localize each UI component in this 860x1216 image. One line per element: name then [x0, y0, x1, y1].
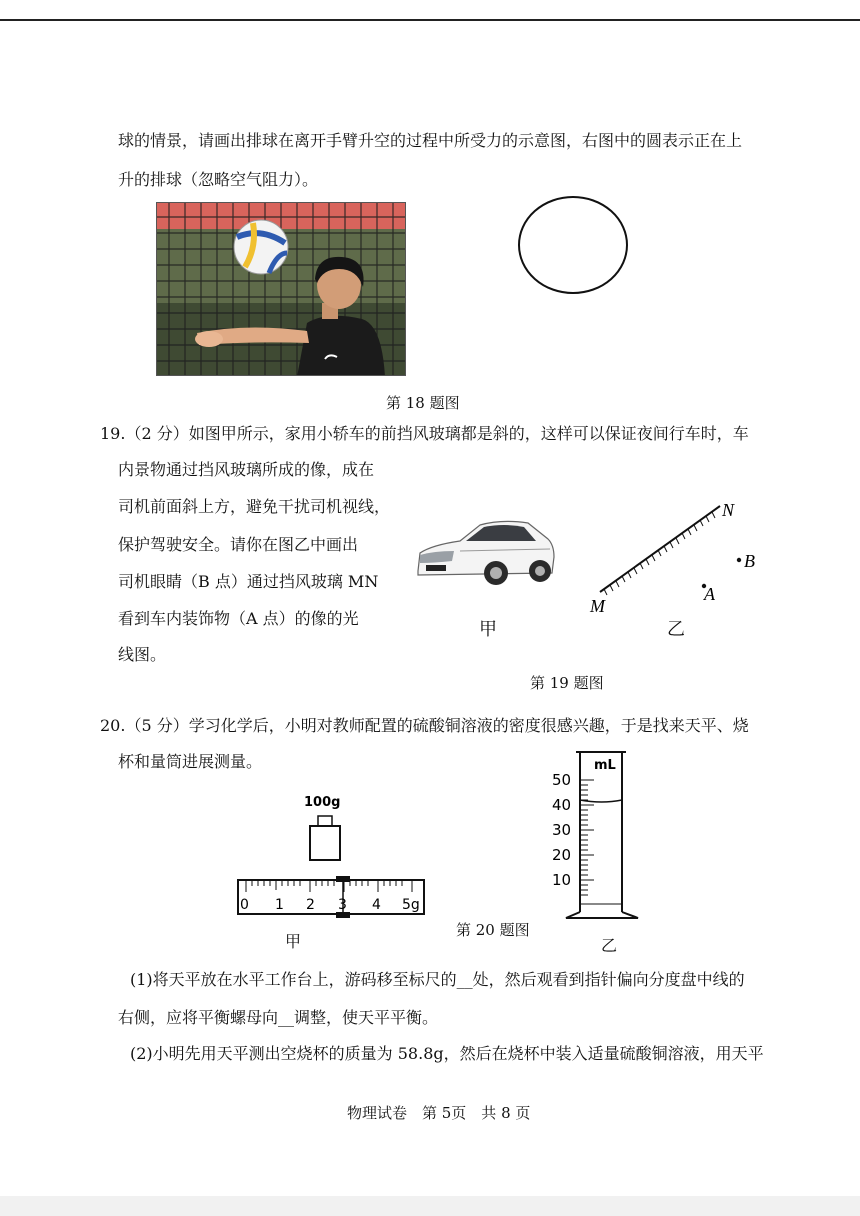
- point-b-dot: [737, 558, 741, 562]
- beam-tick-label: 3: [338, 897, 347, 913]
- q20-text-line2: 杯和量筒进展测量。: [118, 752, 263, 771]
- cylinder-tick-label: 20: [552, 846, 572, 864]
- q19-body-line: 内景物通过挡风玻璃所成的像，成在: [118, 460, 375, 479]
- q19-body-line: 司机前面斜上方，避免干扰司机视线，: [118, 497, 391, 516]
- q20-label-yi: 乙: [601, 936, 618, 955]
- q20-sub1-line1: (1)将天平放在水平工作台上，游码移至标尺的__处，然后观看到指针偏向分度盘中线的: [130, 970, 745, 989]
- beam-tick-label: 4: [372, 897, 381, 913]
- rider-top: [336, 876, 350, 882]
- label-b: B: [744, 551, 755, 571]
- q20-sub1-line2: 右侧，应将平衡螺母向__调整，使天平平衡。: [118, 1008, 439, 1027]
- volleyball-photo: [156, 202, 406, 376]
- mirror-line-mn: [600, 506, 720, 592]
- label-a: A: [704, 584, 715, 604]
- weight-body: [310, 826, 340, 860]
- q19-text-line1: 19.（2 分）如图甲所示，家用小轿车的前挡风玻璃都是斜的，这样可以保证夜间行车时，车: [100, 424, 749, 443]
- cylinder-base: [566, 912, 638, 918]
- q18-text-line1: 球的情景，请画出排球在离开手臂升空的过程中所受力的示意图，右图中的圆表示正在上: [118, 131, 743, 150]
- cylinder-tick-label: 40: [552, 796, 572, 814]
- cylinder-tick-label: 10: [552, 871, 572, 889]
- top-rule: [0, 19, 860, 21]
- ball-circle: [519, 197, 627, 293]
- graduated-cylinder-figure: [546, 748, 646, 924]
- q19-label-yi: 乙: [667, 619, 685, 640]
- q19-caption: 第 19 题图: [530, 674, 604, 692]
- cylinder-tick-label: 50: [552, 771, 572, 789]
- q20-caption: 第 20 题图: [456, 921, 530, 939]
- weight-knob: [318, 816, 332, 826]
- q19-body-line: 看到车内装饰物（A 点）的像的光: [118, 609, 359, 628]
- volleyball-photo-illustration: [157, 203, 406, 376]
- q19-body-line: 保护驾驶安全。请你在图乙中画出: [118, 535, 359, 554]
- beam-tick-label: 2: [306, 897, 315, 913]
- q19-body-line: 线图。: [118, 645, 167, 664]
- weight-label: 100g: [304, 795, 341, 810]
- page-footer: 物理试卷 第 5页 共 8 页: [347, 1104, 531, 1122]
- car-figure: [412, 515, 558, 591]
- q20-sub2-line1: (2)小明先用天平测出空烧杯的质量为 58.8g，然后在烧杯中装入适量硫酸铜溶液，用天平: [130, 1044, 764, 1063]
- beam-tick-label: 0: [240, 897, 249, 913]
- q18-caption: 第 18 题图: [386, 394, 460, 412]
- beam-tick-label: 5g: [402, 897, 420, 913]
- q19-body-line: 司机眼睛（B 点）通过挡风玻璃 MN: [118, 572, 379, 591]
- q20-label-jia: 甲: [285, 932, 302, 951]
- q19-label-jia: 甲: [479, 619, 497, 640]
- balance-weight-figure: [232, 788, 432, 922]
- q18-text-line2: 升的排球（忽略空气阻力）。: [118, 170, 319, 189]
- beam-tick-label: 1: [275, 897, 284, 913]
- cylinder-unit: mL: [594, 758, 616, 773]
- page-bottom-shade: [0, 1196, 860, 1216]
- label-n: N: [722, 500, 735, 520]
- q18-ball-circle-figure: [515, 194, 635, 300]
- q20-text-line1: 20.（5 分）学习化学后，小明对教师配置的硫酸铜溶液的密度很感兴趣，于是找来天平、烧: [100, 716, 749, 735]
- label-m: M: [590, 596, 605, 616]
- cylinder-tick-label: 30: [552, 821, 572, 839]
- mirror-mn-figure: [580, 492, 765, 622]
